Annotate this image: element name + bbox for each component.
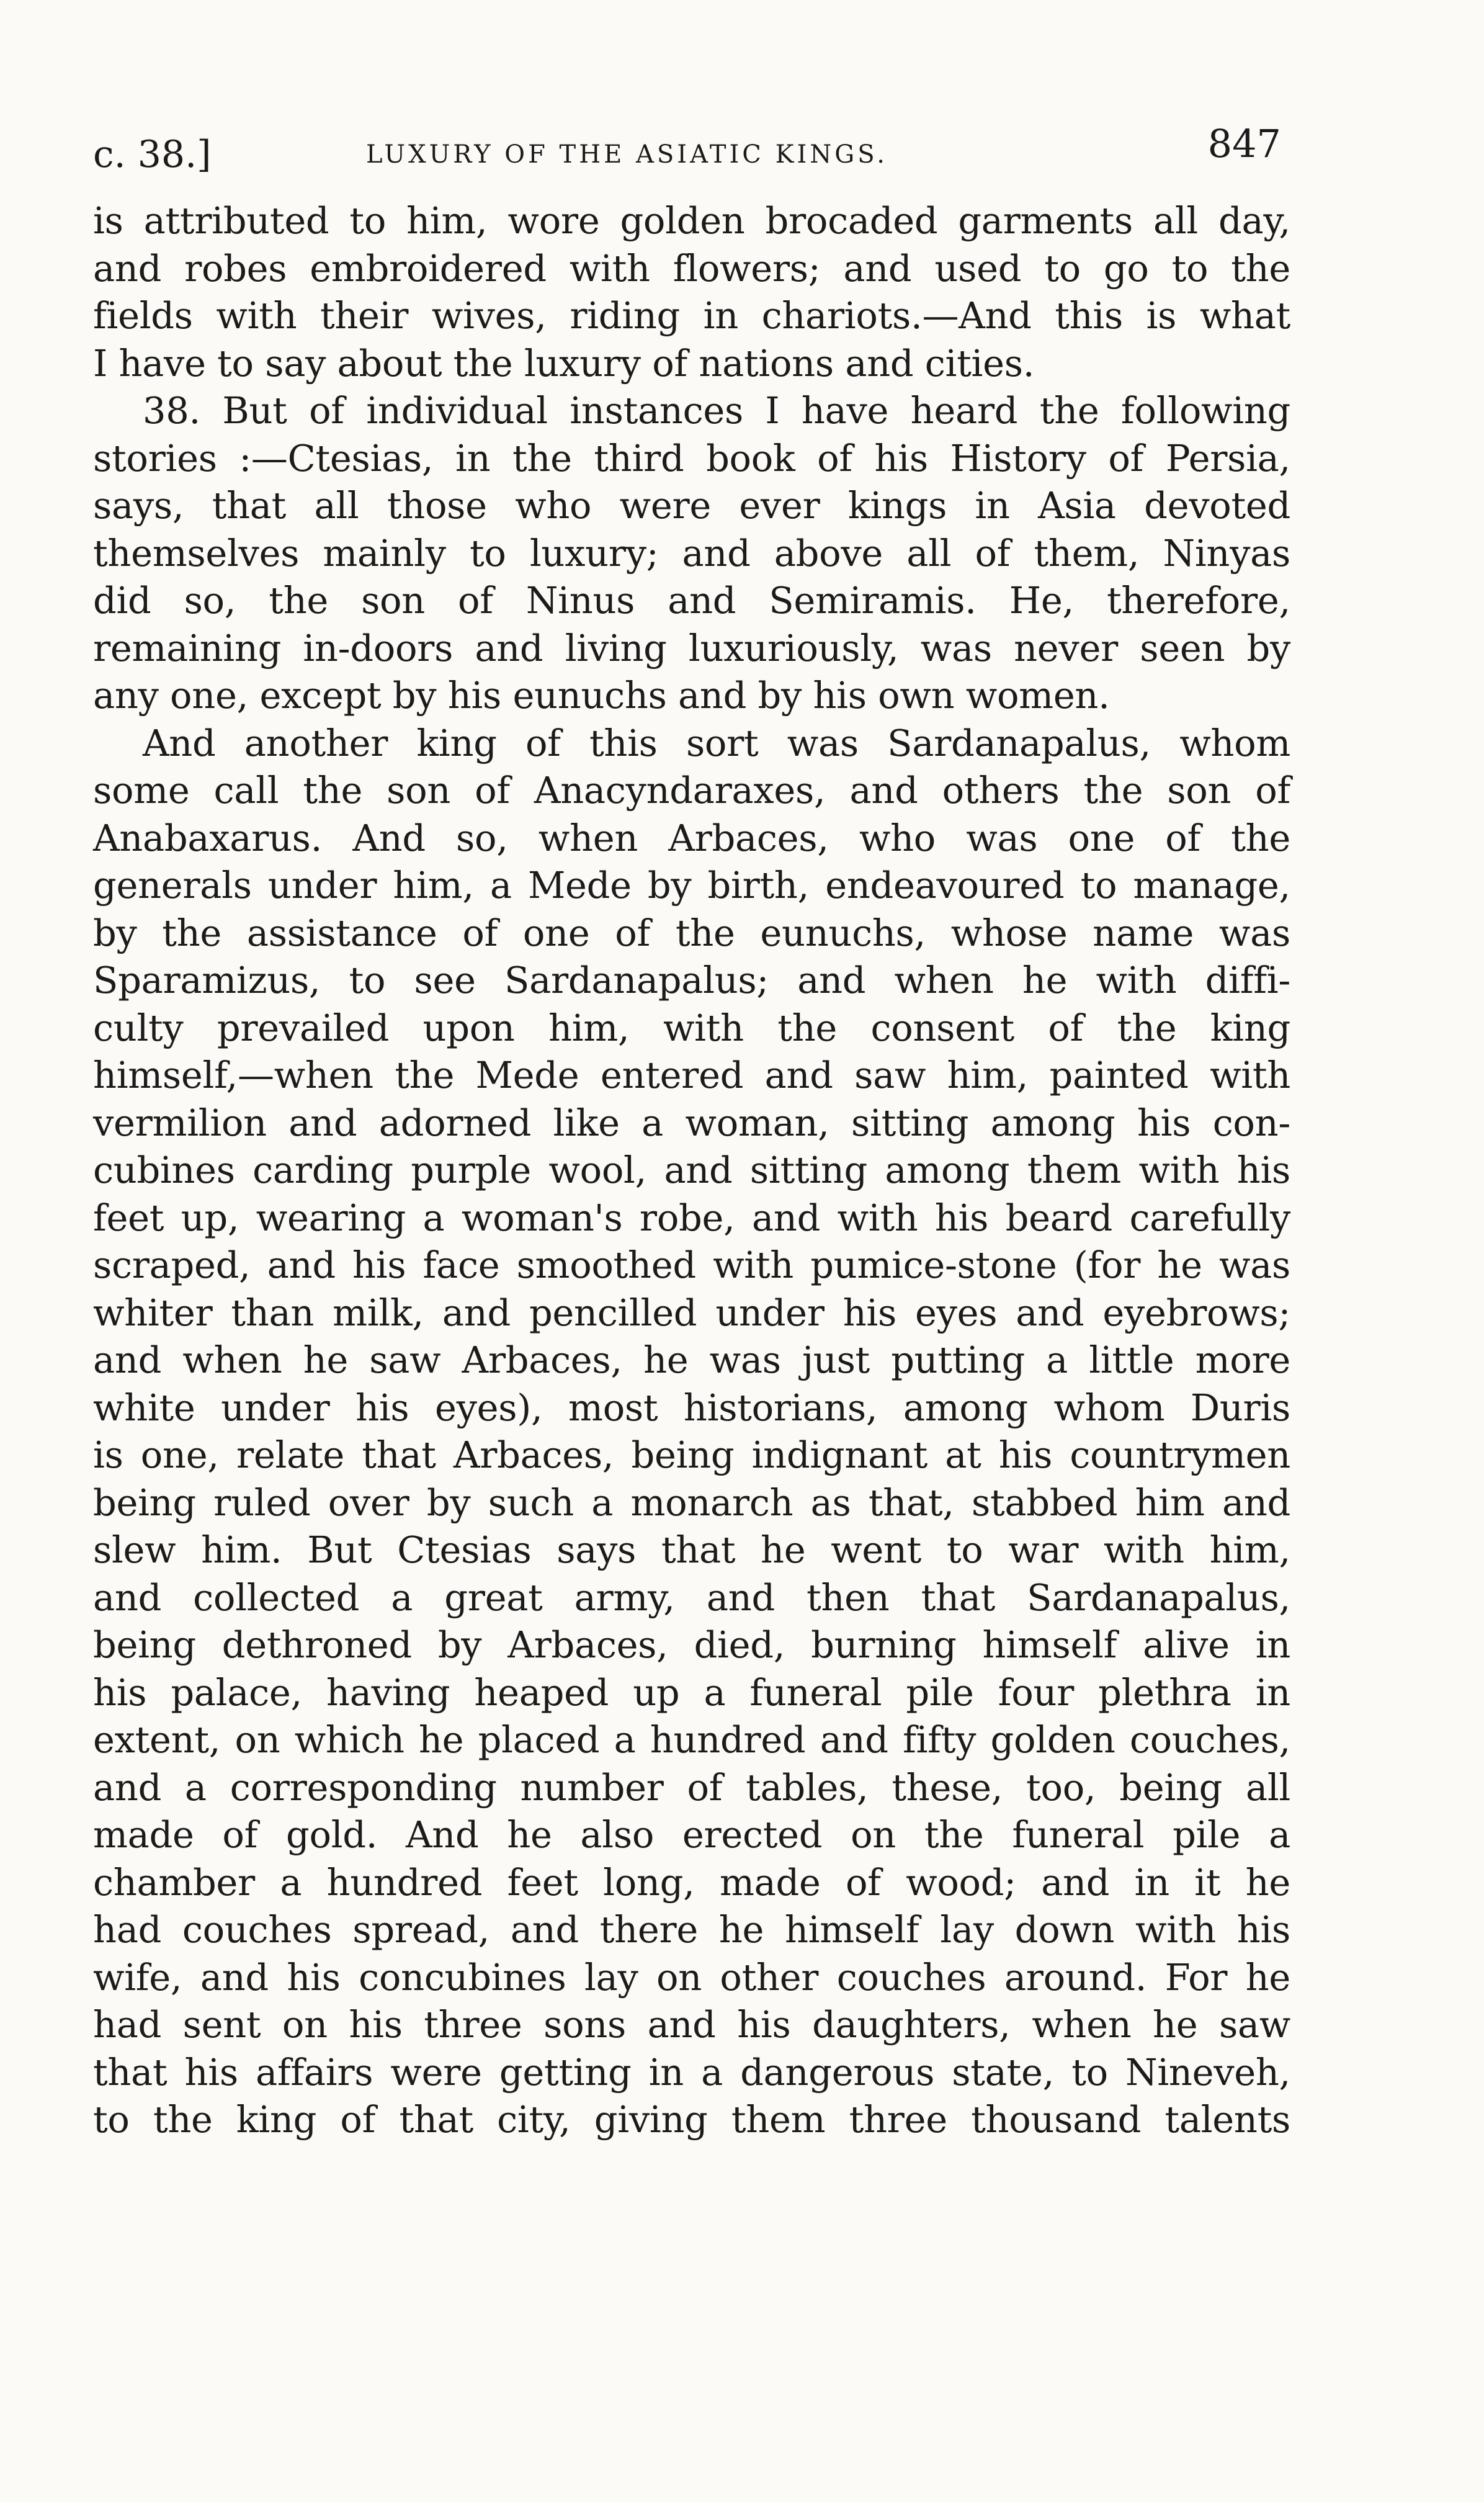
text-line: white under his eyes), most historians, among whom Duris [93,1386,1290,1429]
text-line: I have to say about the luxury of nations and cities. [93,341,1035,385]
text-line: extent, on which he placed a hundred and fifty golden couches, [93,1718,1290,1761]
text-line: stories :—Ctesias, in the third book of his History of Persia, [93,436,1290,480]
text-line: culty prevailed upon him, with the consent of the king [93,1006,1290,1049]
text-line: remaining in-doors and living luxuriously, was never seen by [93,626,1290,670]
text-line: is one, relate that Arbaces, being indignant at his countrymen [93,1433,1290,1476]
text-line: any one, except by his eunuchs and by his own women. [93,674,1110,717]
text-line: vermilion and adorned like a woman, sitting among his con- [93,1101,1290,1144]
page-number: 847 [1207,121,1281,166]
text-line: chamber a hundred feet long, made of wood; and in it he [93,1860,1290,1904]
text-line: by the assistance of one of the eunuchs, whose name was [93,911,1290,954]
text-line: 38. But of individual instances I have heard the following [143,389,1290,432]
text-line: Anabaxarus. And so, when Arbaces, who was one of the [93,816,1290,859]
text-line: scraped, and his face smoothed with pumice-stone (for he was [93,1244,1290,1286]
text-line: And another king of this sort was Sardanapalus, whom [143,721,1290,764]
text-line: Sparamizus, to see Sardanapalus; and when he with diffi- [93,959,1290,1002]
text-line: had couches spread, and there he himself lay down with his [93,1908,1290,1951]
text-line: feet up, wearing a woman's robe, and with his beard carefully [93,1196,1290,1239]
text-line: and a corresponding number of tables, these, too, being all [93,1765,1290,1809]
text-line: did so, the son of Ninus and Semiramis. He, therefore, [93,579,1290,622]
text-line: slew him. But Ctesias says that he went to war with him, [93,1528,1290,1571]
text-line: being dethroned by Arbaces, died, burning himself alive in [93,1623,1290,1666]
text-line: fields with their wives, riding in chariots.—And this is what [93,294,1290,337]
running-header [93,122,1281,184]
chapter-reference: c. 38.] [93,133,212,176]
text-line: is attributed to him, wore golden brocaded garments all day, [93,199,1290,242]
text-line: some call the son of Anacyndaraxes, and others the son of [93,769,1290,812]
text-line: being ruled over by such a monarch as that, stabbed him and [93,1481,1290,1524]
text-line: himself,—when the Mede entered and saw him, painted with [93,1054,1290,1096]
text-line: his palace, having heaped up a funeral pile four plethra in [93,1670,1290,1714]
text-line: generals under him, a Mede by birth, endeavoured to manage, [93,864,1290,907]
body-text [93,197,1290,2144]
text-line: to the king of that city, giving them three thousand talents [93,2098,1290,2141]
text-line: and collected a great army, and then that Sardanapalus, [93,1576,1290,1619]
text-line: whiter than milk, and pencilled under his eyes and eyebrows; [93,1291,1290,1334]
running-title: LUXURY OF THE ASIATIC KINGS. [366,140,888,169]
text-line: that his affairs were getting in a dangerous state, to Nineveh, [93,2050,1290,2094]
text-line: cubines carding purple wool, and sitting among them with his [93,1149,1290,1191]
text-line: wife, and his concubines lay on other couches around. For he [93,1955,1290,1999]
text-line: and when he saw Arbaces, he was just putting a little more [93,1338,1290,1381]
text-line: themselves mainly to luxury; and above all of them, Ninyas [93,531,1290,575]
text-line: says, that all those who were ever kings in Asia devoted [93,484,1290,527]
text-line: made of gold. And he also erected on the funeral pile a [93,1813,1290,1856]
text-line: and robes embroidered with flowers; and used to go to the [93,246,1290,290]
text-line: had sent on his three sons and his daughters, when he saw [93,2003,1290,2046]
